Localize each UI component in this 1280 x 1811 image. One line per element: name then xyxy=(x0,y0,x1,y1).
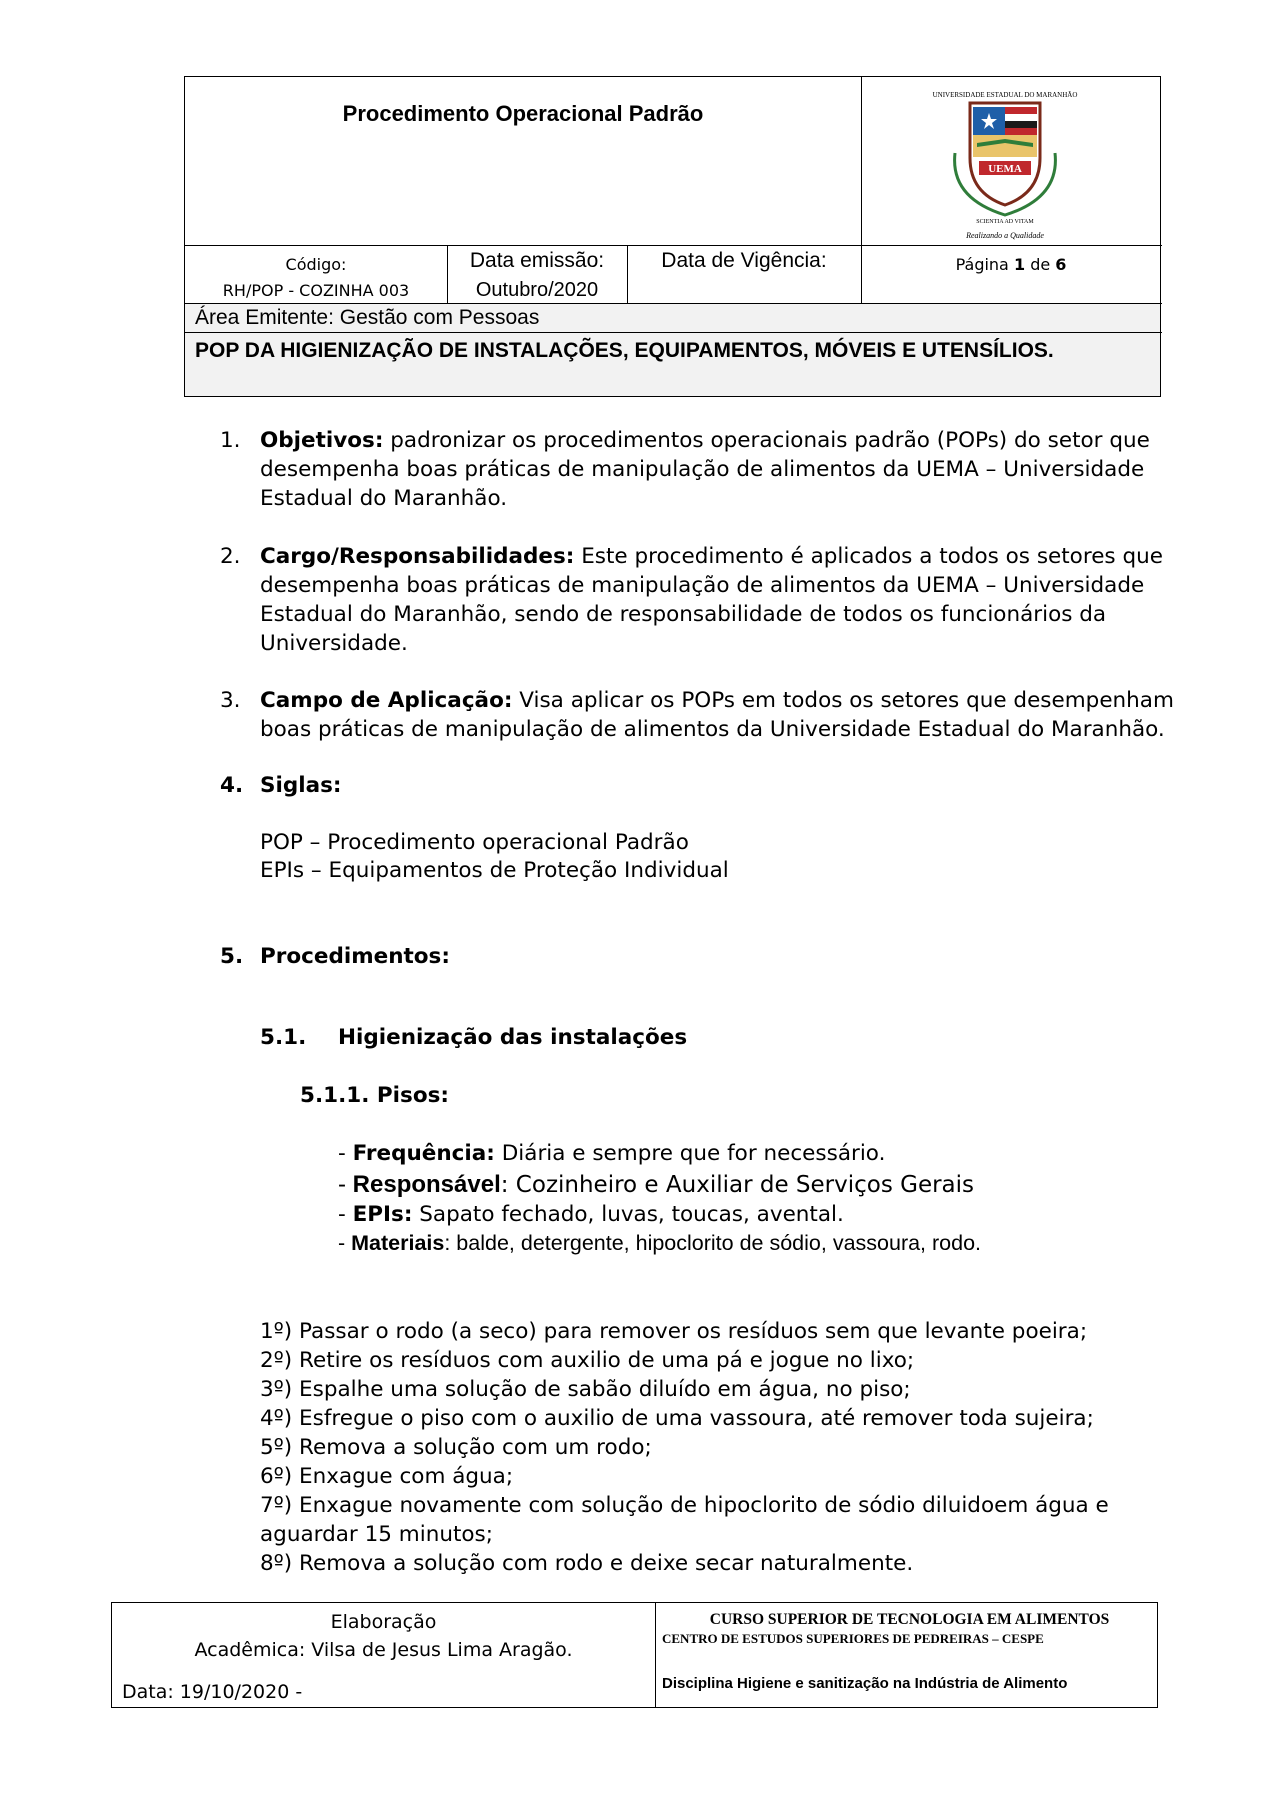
materials-text: : balde, detergente, hipoclorito de sódio, vassoura, rodo. xyxy=(444,1231,982,1255)
section-5-number: 5. xyxy=(220,944,244,969)
step-item: 2º) Retire os resíduos com auxilio de uma pá e jogue no lixo; xyxy=(260,1348,915,1373)
elaboration-label: Elaboração xyxy=(330,1611,437,1633)
frequency-text: Diária e sempre que for necessário. xyxy=(494,1141,886,1166)
course-name: CURSO SUPERIOR DE TECNOLOGIA EM ALIMENTOS xyxy=(709,1611,1110,1628)
epis-label: EPIs: xyxy=(352,1202,413,1227)
center-name: CENTRO DE ESTUDOS SUPERIORES DE PEDREIRAS – CESPE xyxy=(662,1631,1044,1646)
section-2-label: Cargo/Responsabilidades: xyxy=(260,544,575,569)
detail-materials: - Materiais: balde, detergente, hipoclorito de sódio, vassoura, rodo. xyxy=(338,1231,982,1255)
elaboration-author: Acadêmica: Vilsa de Jesus Lima Aragão. xyxy=(194,1639,573,1661)
step-item: 3º) Espalhe uma solução de sabão diluído em água, no piso; xyxy=(260,1377,911,1402)
section-5-1-1-heading xyxy=(300,1083,449,1108)
section-5-1-label: Higienização das instalações xyxy=(338,1025,688,1050)
elaboration-date: Data: 19/10/2020 - xyxy=(122,1681,303,1703)
detail-responsible: - Responsável: Cozinheiro e Auxiliar de Serviços Gerais xyxy=(338,1171,975,1198)
validity-date-label: Data de Vigência: xyxy=(661,249,827,272)
page-total: 6 xyxy=(1055,255,1067,274)
section-2-text: Este procedimento é aplicados a todos os setores que desempenha boas práticas de manipulação de alimentos da UEMA – Universidade Estadual do Maranhão, sendo de responsabilidade de todos os funcionários da Universidade. xyxy=(260,544,1163,656)
acronym-epis: EPIs – Equipamentos de Proteção Individual xyxy=(260,858,729,883)
materials-label: Materiais xyxy=(351,1231,445,1255)
svg-text:SCIENTIA AD VITAM: SCIENTIA AD VITAM xyxy=(976,219,1034,225)
section-5-procedures-label: Procedimentos: xyxy=(260,944,450,969)
code-value: RH/POP - COZINHA 003 xyxy=(222,281,410,300)
acronym-pop: POP – Procedimento operacional Padrão xyxy=(260,830,689,855)
page-of: de xyxy=(1030,255,1051,274)
section-3-scope xyxy=(260,686,1180,744)
step-item: 4º) Esfregue o piso com o auxilio de uma vassoura, até remover toda sujeira; xyxy=(260,1406,1094,1431)
section-5-1-1-number: 5.1.1. xyxy=(300,1083,370,1108)
section-1-objectives xyxy=(260,426,1180,513)
step-item: 8º) Remova a solução com rodo e deixe secar naturalmente. xyxy=(260,1551,914,1576)
epis-text: Sapato fechado, luvas, toucas, avental. xyxy=(412,1202,844,1227)
step-item: 6º) Enxague com água; xyxy=(260,1464,514,1489)
steps-list xyxy=(260,1317,1140,1578)
doc-type-title: Procedimento Operacional Padrão xyxy=(342,101,704,126)
section-2-responsibilities xyxy=(260,542,1180,658)
section-4-acronyms-label: Siglas: xyxy=(260,773,342,798)
code-label: Código: xyxy=(285,255,347,274)
svg-text:UEMA: UEMA xyxy=(988,163,1022,175)
section-5-1-1-label: Pisos: xyxy=(376,1083,449,1108)
section-3-text: Visa aplicar os POPs em todos os setores que desempenham boas práticas de manipulação de alimentos da Universidade Estadual do Maranhão. xyxy=(260,688,1174,742)
uema-logo xyxy=(915,83,1095,243)
step-item: 1º) Passar o rodo (a seco) para remover os resíduos sem que levante poeira; xyxy=(260,1319,1088,1344)
document-header-table xyxy=(184,76,1161,397)
detail-frequency: - Frequência: Diária e sempre que for necessário. xyxy=(338,1141,886,1166)
detail-epis: - EPIs: Sapato fechado, luvas, toucas, avental. xyxy=(338,1202,844,1227)
step-item: 7º) Enxague novamente com solução de hipoclorito de sódio diluidoem água e aguardar 15 minutos; xyxy=(260,1493,1109,1547)
frequency-label: Frequência: xyxy=(352,1141,495,1166)
issue-date-label: Data emissão: xyxy=(469,249,605,272)
pop-title: POP DA HIGIENIZAÇÃO DE INSTALAÇÕES, EQUIPAMENTOS, MÓVEIS E UTENSÍLIOS. xyxy=(195,339,1054,362)
section-3-label: Campo de Aplicação: xyxy=(260,688,513,713)
section-3-number: 3. xyxy=(220,688,241,713)
svg-text:UNIVERSIDADE ESTADUAL DO MARAN: UNIVERSIDADE ESTADUAL DO MARANHÃO xyxy=(932,91,1078,99)
section-2-number: 2. xyxy=(220,544,241,569)
page-indicator xyxy=(861,255,1161,274)
issue-date-value: Outubro/2020 xyxy=(475,279,599,301)
section-1-text: padronizar os procedimentos operacionais padrão (POPs) do setor que desempenha boas práticas de manipulação de alimentos da UEMA – Universidade Estadual do Maranhão. xyxy=(260,428,1150,511)
responsible-label: Responsável xyxy=(352,1171,501,1198)
responsible-text: : Cozinheiro e Auxiliar de Serviços Gerais xyxy=(500,1172,975,1198)
issuing-area: Área Emitente: Gestão com Pessoas xyxy=(195,306,540,329)
page-prefix: Página xyxy=(955,255,1009,274)
page-current: 1 xyxy=(1013,255,1026,274)
discipline-name: Disciplina Higiene e sanitização na Indústria de Alimento xyxy=(662,1675,1068,1692)
section-5-1-number: 5.1. xyxy=(260,1025,307,1050)
document-footer xyxy=(111,1602,1158,1708)
step-item: 5º) Remova a solução com um rodo; xyxy=(260,1435,652,1460)
section-4-number: 4. xyxy=(220,773,244,798)
section-1-label: Objetivos: xyxy=(260,428,384,453)
svg-text:Realizando a Qualidade: Realizando a Qualidade xyxy=(966,231,1044,240)
section-1-number: 1. xyxy=(220,428,241,453)
